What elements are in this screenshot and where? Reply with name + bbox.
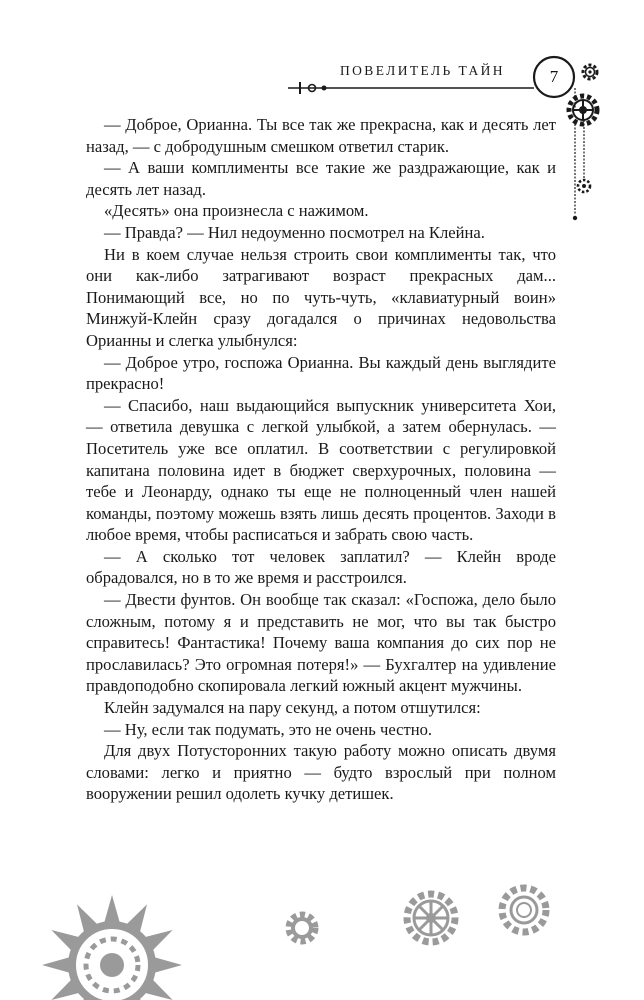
paragraph: «Десять» она произнесла с нажимом. — [104, 201, 369, 221]
paragraph: Ни в коем случае нельзя строить свои комплименты так, что они как-либо затрагивают возраст прекрасных дам... Понимающий все, но по чуть-чуть, «клавиатурный воин» Минжуй-Клейн сразу догадался о причинах недовольства Орианны и слегка улыбнулся: — [86, 244, 556, 350]
paragraph: — Ну, если так подумать, это не очень честно. — [104, 719, 433, 739]
ring-gear-icon — [502, 888, 546, 932]
paragraph: — Спасибо, наш выдающийся выпускник университета Хои, — ответила девушка с легкой улыбкой, а затем обернулась. — Посетитель уже все оплатил. В соответствии с регулировкой капитана половина идет в бюджет сверхурочных, половина — тебе и Леонарду, однако ты еще не полноценный член нашей команды, поэтому можешь взять лишь десять процентов. Заходи в любое время, чтобы расписаться и забрать свою часть. — [86, 395, 556, 545]
page-number: 7 — [549, 67, 559, 86]
page-footer — [0, 860, 644, 1000]
paragraph: — Доброе, Орианна. Ты все так же прекрасна, как и десять лет назад, — с добродушным смешком ответил старик. — [86, 115, 556, 156]
paragraph: — Доброе утро, госпожа Орианна. Вы каждый день выглядите прекрасно! — [86, 352, 556, 394]
paragraph: — А сколько тот человек заплатил? — Клейн вроде обрадовался, но в то же время и расстроился. — [86, 546, 556, 588]
paragraph: Клейн задумался на пару секунд, а потом отшутился: — [104, 698, 481, 718]
paragraph: Для двух Потусторонних такую работу можно описать двумя словами: легко и приятно — будто взрослый при полном вооружении решил одолеть кучку детишек. — [86, 741, 556, 804]
gear-footer-ornament — [0, 860, 644, 1000]
small-gear-icon — [583, 65, 597, 79]
star-gear-icon — [42, 895, 182, 1000]
paragraph: — Правда? — Нил недоуменно посмотрел на Клейна. — [104, 222, 485, 242]
large-gear-icon — [569, 96, 597, 124]
text-body — [86, 114, 556, 805]
paragraph: — Двести фунтов. Он вообще так сказал: «Госпожа, дело было сложным, потому я и представить не мог, что вы так быстро справитесь! Фантастика! Почему ваша компания до сих пор не прославилась? Это огромная потеря!» — Бухгалтер на удивление правдоподобно скопировала легкий южный акцент мужчины. — [86, 590, 556, 696]
spoked-gear-icon — [407, 894, 455, 942]
gray-gear-icon — [289, 915, 315, 941]
pendant-gear-icon — [578, 180, 590, 192]
rule-bead-icon — [322, 86, 327, 91]
chain-end-bead-icon — [573, 216, 577, 220]
paragraph: — А ваши комплименты все такие же раздражающие, как и десять лет назад. — [86, 158, 556, 199]
running-title: ПОВЕЛИТЕЛЬ ТАЙН — [340, 63, 505, 78]
